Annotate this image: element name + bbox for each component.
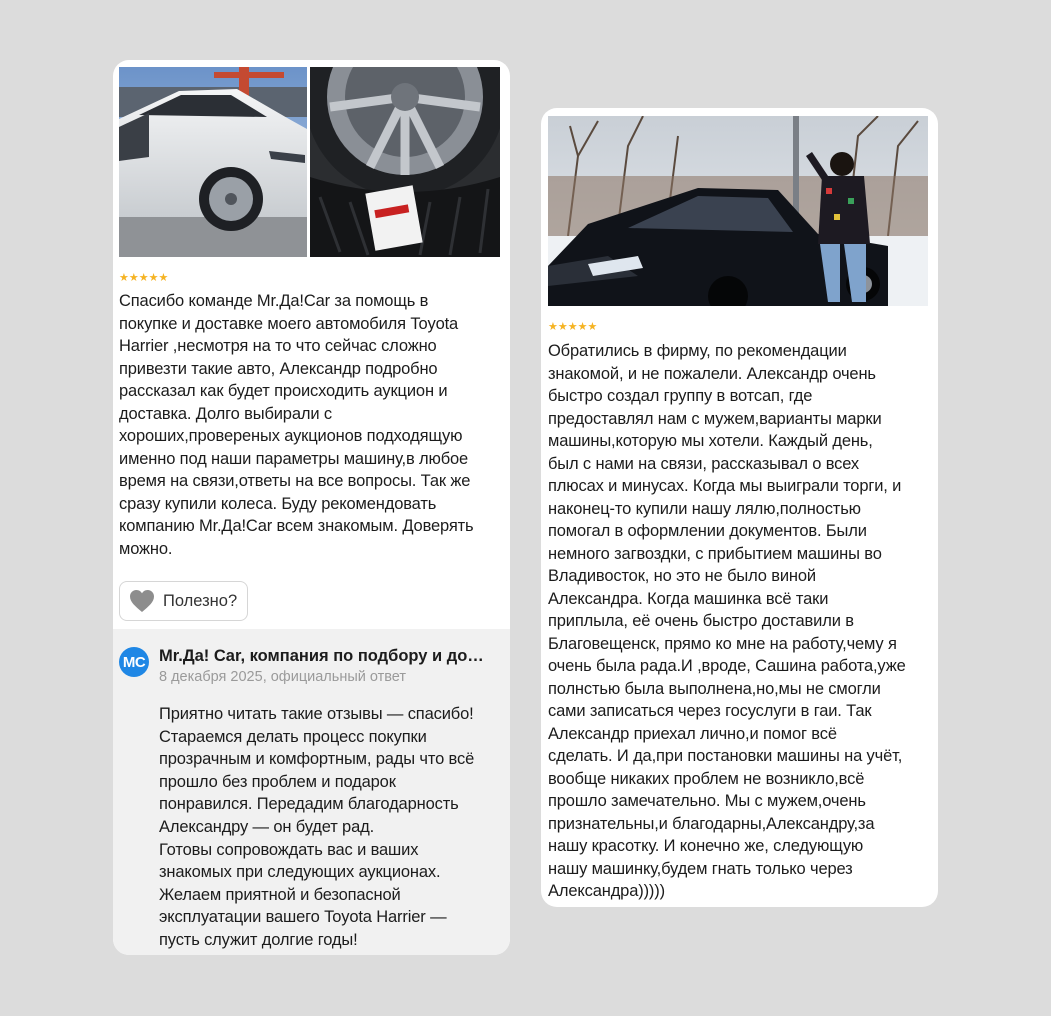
avatar: MC — [119, 647, 149, 677]
reply-author[interactable]: Mr.Да! Car, компания по подбору и до… — [159, 647, 484, 665]
useful-button[interactable] — [119, 581, 248, 621]
official-reply — [113, 629, 510, 955]
review-photo-wheel-tire[interactable] — [310, 67, 500, 257]
heart-icon — [129, 589, 155, 613]
useful-button-label: Полезно? — [163, 591, 238, 610]
review-card-toyota-harrier — [113, 60, 510, 955]
review-rating-stars: ★★★★★ — [119, 272, 169, 284]
review-photo-black-car[interactable] — [548, 116, 928, 306]
review-card-black-car — [541, 108, 938, 907]
reply-date: 8 декабря 2025, официальный ответ — [159, 669, 407, 685]
reply-text: Приятно читать такие отзывы — спасибо! Стараемся делать процесс покупки прозрачным и комфортным, рады что всё прошло без проблем и подарок понравился. Передадим благодарность Александру — он будет рад. Готовы сопровождать вас и ваших знакомых при следующих аукционах. Желаем приятной и безопасной эксплуатации вашего Toyota Harrier — пусть служит долгие годы! — [159, 705, 475, 949]
review-text: Спасибо команде Mr.Да!Car за помощь в покупке и доставке моего автомобиля Toyota Harrier ,несмотря на то что сейчас сложно привезти такие авто, Александр подробно рассказал как будет происходить аукцион и доставка. Долго выбирали с хороших,провереных аукционов подходящую именно под наши параметры машину,в любое время на связи,ответы на все вопросы. Так же сразу купили колеса. Буду рекомендовать компанию Mr.Да!Car всем знакомым. Доверять можно. — [119, 292, 474, 558]
review-rating-stars: ★★★★★ — [548, 321, 598, 333]
review-text: Обратились в фирму, по рекомендации знакомой, и не пожалели. Александр очень быстро создал группу в вотсап, где предоставлял нам с мужем,варианты марки машины,которую мы хотели. Каждый день, был с нами на связи, рассказывал о всех плюсах и минусах. Когда мы выиграли торги, и наконец-то купили нашу лялю,полностью помогал в оформлении документов. Были немного загвоздки, с прибытием машины во Владивосток, но это не было виной Александра. Когда машинка всё таки приплыла, её очень быстро доставили в Благовещенск, прямо ко мне на работу,чему я очень была рада.И ,вроде, Сашина работа,уже полнстью была выполнена,но,мы не смогли сами записаться через госуслуги в гаи. Так Александр приехал лично,и помог всё сделать. И да,при постановки машины на учёт, вообще никаких проблем не возникло,всё прошло замечательно. Мы с мужем,очень признательны,и благодарны,Александру,за нашу красотку. И конечно же, следующую нашу машинку,будем гнать только через Александра))))) — [548, 342, 906, 900]
review-photo-white-suv[interactable] — [119, 67, 307, 257]
review-photos — [119, 67, 500, 257]
